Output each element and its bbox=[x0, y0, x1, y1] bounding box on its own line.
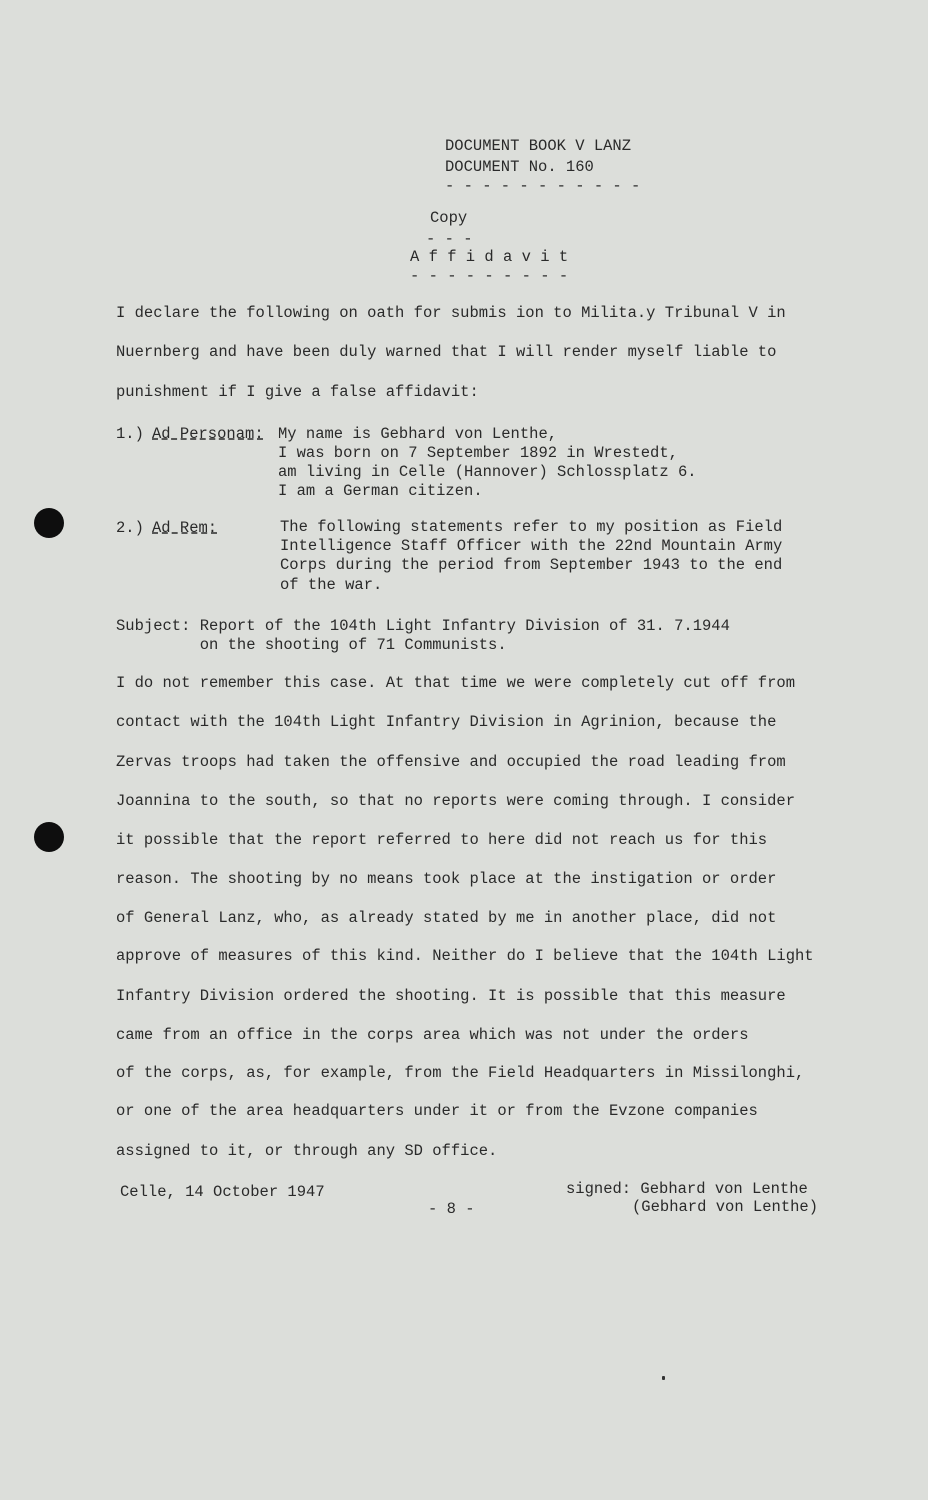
declaration-line: punishment if I give a false affidavit: bbox=[116, 383, 479, 401]
copy-label: Copy bbox=[430, 209, 468, 227]
personal-detail-line: I was born on 7 September 1892 in Wrestedt, bbox=[278, 444, 678, 462]
ad-rem-label: Ad Rem: bbox=[152, 519, 218, 537]
personal-detail-line: am living in Celle (Hannover) Schlossplatz 6. bbox=[278, 463, 697, 481]
ad-personam-label: Ad Personam: bbox=[152, 425, 264, 443]
body-line: reason. The shooting by no means took place at the instigation or order bbox=[116, 870, 777, 888]
body-line: Zervas troops had taken the offensive and occupied the road leading from bbox=[116, 753, 786, 771]
subject-line: on the shooting of 71 Communists. bbox=[116, 636, 507, 654]
body-line: Infantry Division ordered the shooting. It is possible that this measure bbox=[116, 987, 786, 1005]
declaration-line: I declare the following on oath for submis ion to Milita.y Tribunal V in bbox=[116, 304, 786, 322]
title-rule: - - - - - - - - - bbox=[410, 267, 569, 285]
body-line: of General Lanz, who, as already stated by me in another place, did not bbox=[116, 909, 777, 927]
document-number-label: DOCUMENT No. 160 bbox=[445, 158, 594, 176]
position-statement-line: of the war. bbox=[280, 576, 383, 594]
position-statement-line: The following statements refer to my position as Field bbox=[280, 518, 783, 536]
page-number: - 8 - bbox=[428, 1200, 475, 1218]
place-and-date: Celle, 14 October 1947 bbox=[120, 1183, 325, 1201]
position-statement-line: Corps during the period from September 1943 to the end bbox=[280, 556, 783, 574]
subject-line: Subject: Report of the 104th Light Infantry Division of 31. 7.1944 bbox=[116, 617, 730, 635]
position-statement-line: Intelligence Staff Officer with the 22nd Mountain Army bbox=[280, 537, 783, 555]
personal-detail-line: I am a German citizen. bbox=[278, 482, 483, 500]
header-rule: - - - - - - - - - - - bbox=[445, 177, 641, 195]
item-number: 2.) bbox=[116, 519, 144, 537]
paper-speck bbox=[662, 1376, 665, 1380]
body-line: I do not remember this case. At that time we were completely cut off from bbox=[116, 674, 796, 692]
copy-rule: - - - bbox=[426, 230, 473, 248]
signatory-name: (Gebhard von Lenthe) bbox=[632, 1198, 819, 1216]
body-line: contact with the 104th Light Infantry Division in Agrinion, because the bbox=[116, 713, 777, 731]
personal-detail-line: My name is Gebhard von Lenthe, bbox=[278, 425, 558, 443]
body-line: or one of the area headquarters under it or from the Evzone companies bbox=[116, 1102, 758, 1120]
body-line: of the corps, as, for example, from the Field Headquarters in Missilonghi, bbox=[116, 1064, 805, 1082]
body-line: Joannina to the south, so that no reports were coming through. I consider bbox=[116, 792, 796, 810]
body-line: assigned to it, or through any SD office. bbox=[116, 1142, 498, 1160]
body-line: came from an office in the corps area which was not under the orders bbox=[116, 1026, 749, 1044]
affidavit-title: A f f i d a v i t bbox=[410, 248, 569, 266]
punch-hole bbox=[34, 508, 64, 538]
body-line: it possible that the report referred to here did not reach us for this bbox=[116, 831, 768, 849]
document-book-label: DOCUMENT BOOK V LANZ bbox=[445, 137, 632, 155]
body-line: approve of measures of this kind. Neither do I believe that the 104th Light bbox=[116, 947, 814, 965]
declaration-line: Nuernberg and have been duly warned that I will render myself liable to bbox=[116, 343, 777, 361]
punch-hole bbox=[34, 822, 64, 852]
item-number: 1.) bbox=[116, 425, 144, 443]
signature-line: signed: Gebhard von Lenthe bbox=[566, 1180, 808, 1198]
